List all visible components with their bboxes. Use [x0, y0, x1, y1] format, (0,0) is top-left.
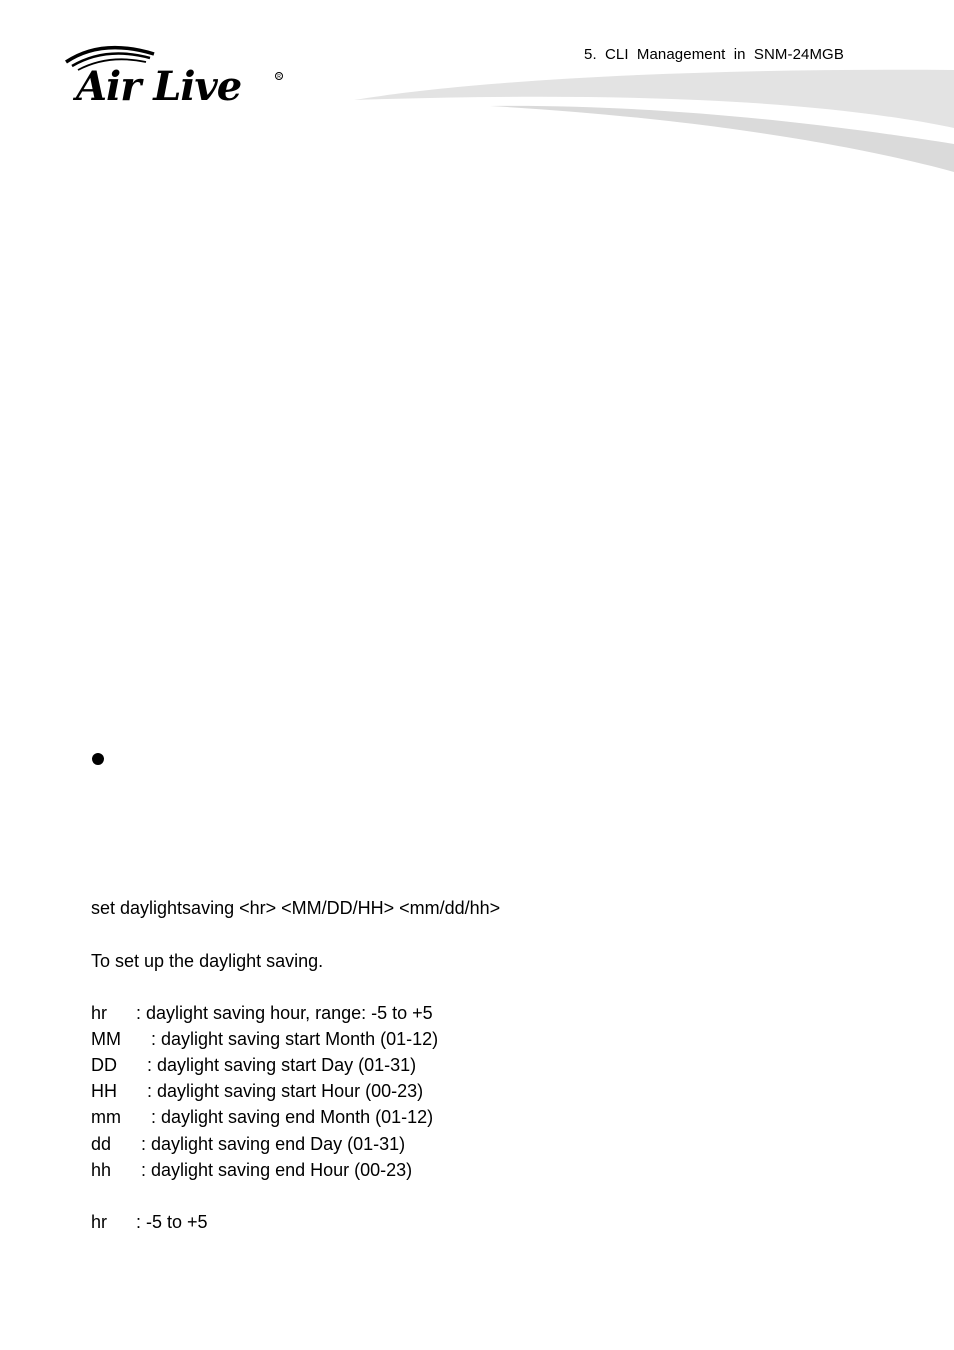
param-row [91, 1133, 405, 1155]
param-row [91, 1028, 438, 1050]
param-row [91, 1080, 423, 1102]
param-row [91, 1054, 416, 1076]
param-desc: : daylight saving end Month (01-12) [151, 1107, 434, 1127]
param-desc: : daylight saving end Hour (00-23) [141, 1160, 413, 1180]
param-desc: : daylight saving start Day (01-31) [147, 1055, 417, 1075]
param-key: MM [91, 1029, 121, 1049]
param-desc: : daylight saving start Hour (00-23) [147, 1081, 424, 1101]
param-key: DD [91, 1055, 117, 1075]
param-desc: : daylight saving end Day (01-31) [141, 1134, 406, 1154]
range-desc: : -5 to +5 [136, 1212, 208, 1232]
command-syntax: set daylightsaving <hr> <MM/DD/HH> <mm/dd/hh> [91, 898, 501, 918]
svg-text:Air Live: Air Live [76, 63, 242, 110]
header-swoosh [340, 60, 954, 180]
param-desc: : daylight saving start Month (01-12) [151, 1029, 439, 1049]
param-key: dd [91, 1134, 112, 1154]
param-desc: : daylight saving hour, range: -5 to +5 [136, 1003, 433, 1023]
param-key: hr [91, 1003, 108, 1023]
airlive-logo [62, 40, 292, 112]
command-description: To set up the daylight saving. [91, 951, 324, 971]
param-key: mm [91, 1107, 121, 1127]
bullet-point [92, 753, 104, 765]
range-key: hr [91, 1212, 108, 1232]
range-row [91, 1211, 208, 1233]
param-row [91, 1159, 412, 1181]
param-row [91, 1002, 433, 1024]
param-row [91, 1106, 433, 1128]
param-key: hh [91, 1160, 112, 1180]
svg-text:R: R [277, 74, 281, 81]
param-key: HH [91, 1081, 117, 1101]
chapter-header: 5. CLI Management in SNM-24MGB [584, 46, 844, 63]
